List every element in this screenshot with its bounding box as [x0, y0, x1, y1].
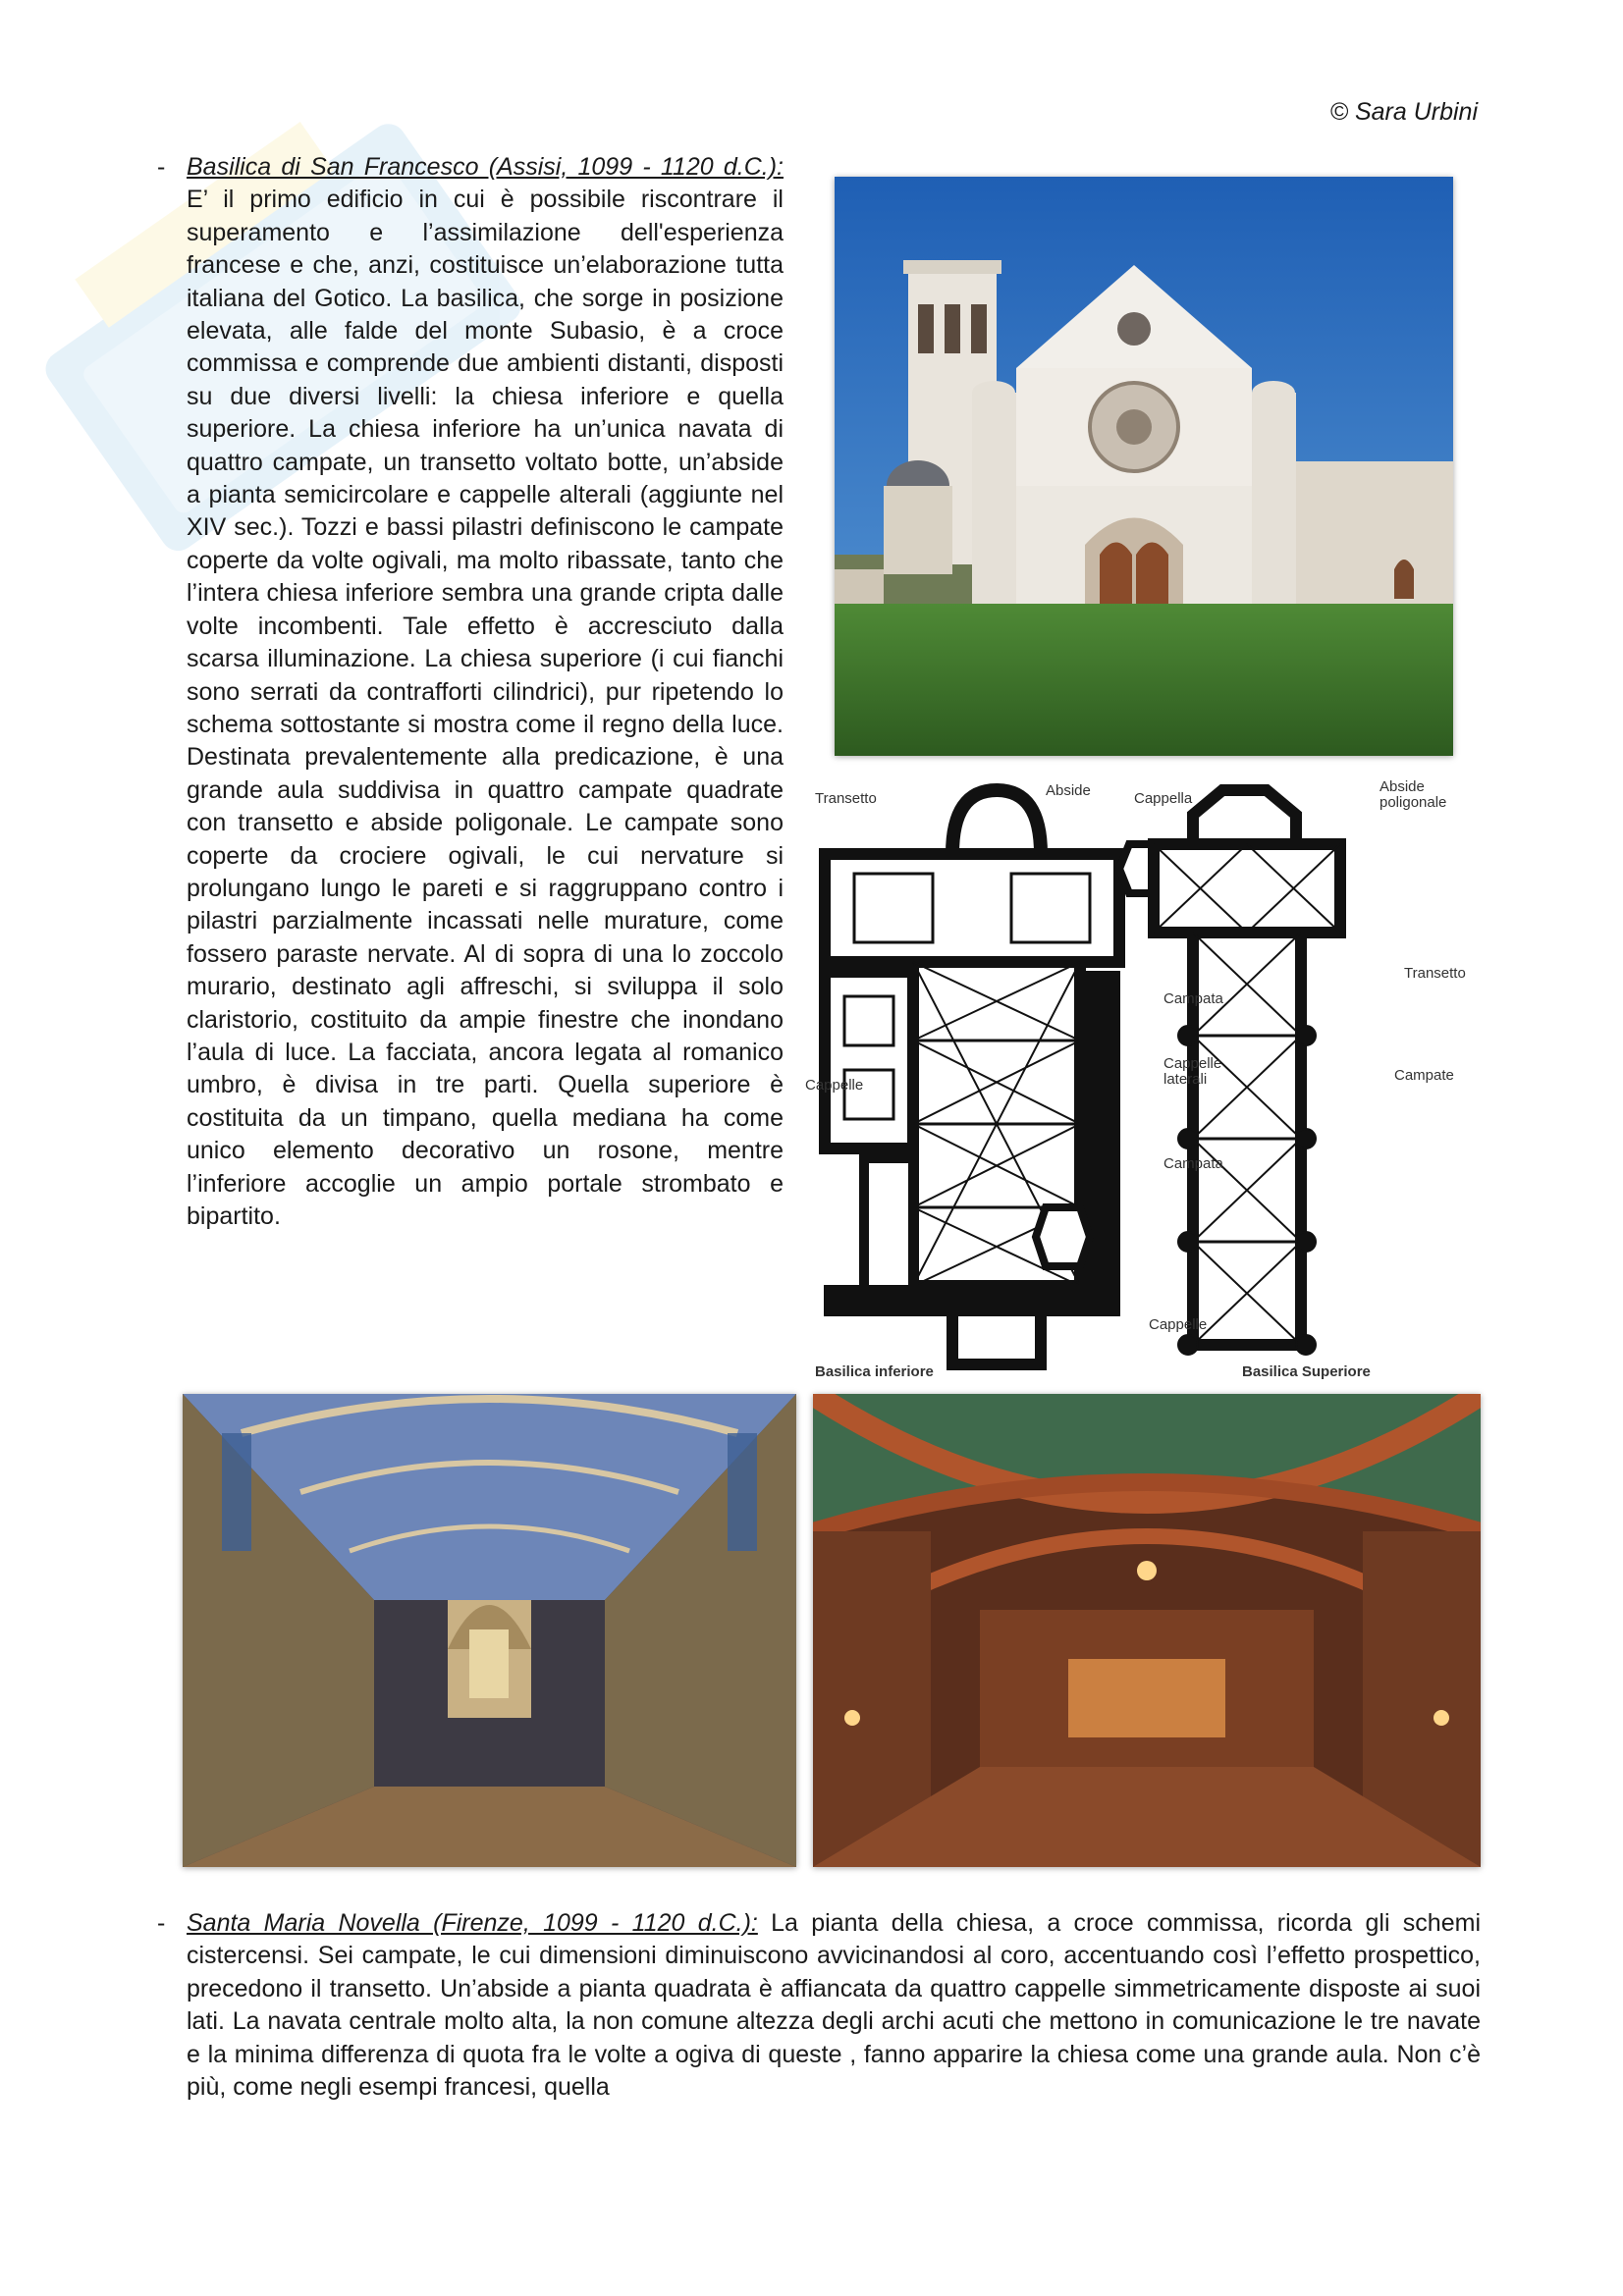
- bullet-dash: -: [157, 153, 166, 181]
- label-abside-poligonale-2: poligonale: [1380, 794, 1447, 811]
- label-cappella: Cappella: [1134, 790, 1193, 807]
- label-cappelle-left: Cappelle: [805, 1077, 864, 1094]
- label-transetto-right: Transetto: [1404, 965, 1466, 982]
- basilica-floor-plans: [805, 775, 1483, 1384]
- santa-maria-novella-description: La pianta della chiesa, a croce commissa, ricorda gli schemi cistercensi. Sei campate, le cui dimensioni diminuiscono avvicinandosi al coro, accentuando così l’effetto prospettico, precedono il transetto. Un’abside a pianta quadrata è affiancata da quattro cappelle simmetricamente disposte ai suoi lati. La navata centrale molto alta, la non comune altezza degli archi acuti che mettono in comunicazione le tre navate e la minima differenza di quota fra le volte a ogiva di queste , fanno apparire la chiesa come una grande aula. Non c’è più, come negli esempi francesi, quella: [187, 1909, 1481, 2102]
- bullet-dash: -: [157, 1909, 166, 1937]
- label-basilica-superiore: Basilica Superiore: [1242, 1363, 1371, 1380]
- label-cappelle-laterali-2: laterali: [1163, 1071, 1208, 1088]
- plan-inferiore: [825, 790, 1173, 1364]
- santa-maria-novella-title-link: Santa Maria Novella (Firenze, 1099 - 1120 d.C.):: [187, 1909, 758, 1937]
- label-cappelle-bottom: Cappelle: [1149, 1316, 1208, 1333]
- facade-photo: [835, 177, 1453, 756]
- label-campate: Campate: [1394, 1067, 1454, 1084]
- label-campata-2: Campata: [1163, 1155, 1223, 1172]
- upper-church-interior-photo: [183, 1394, 796, 1867]
- basilica-description: E’ il primo edificio in cui è possibile riscontrare il superamento e l’assimilazione dell'esperienza francese e che, anzi, costituisce un’elaborazione tutta italiana del Gotico. La basilica, che sorge in posizione elevata, alle falde del monte Subasio, è a croce commissa e comprende due ambienti distanti, disposti su due diversi livelli: la chiesa inferiore e quella superiore. La chiesa inferiore ha un’unica navata di quattro campate, un transetto voltato botte, un’abside a pianta semicircolare e cappelle alterali (aggiunte nel XIV sec.). Tozzi e bassi pilastri definiscono le campate coperte da volte ogivali, ma molto ribassate, tanto che l’intera chiesa inferiore sembra una grande cripta dalle volte incombenti. Tale effetto è accresciuto dalla scarsa illuminazione. La chiesa superiore (i cui fianchi sono serrati da contrafforti cilindrici), pur ripetendo lo schema sottostante si mostra come il regno della luce. Destinata prevalentemente alla predicazione, è una grande aula suddivisa in quattro campate quadrate con transetto e abside poligonale. Le campate sono coperte da crociere ogivali, le cui nervature si prolungano lungo le pareti e si raggruppano contro i pilastri parzialmente incassati nelle murature, come fossero paraste nervate. Al di sopra di una lo zoccolo murario, destinato agli affreschi, si sviluppa il solo claristorio, costituito da ampie finestre che inondano l’aula di luce. La facciata, ancora legata al romanico umbro, è divisa in tre parti. Quella superiore è costituita da un timpano, quella mediana ha come unico elemento decorativo un rosone, mentre l’inferiore accoglie un ampio portale strombato e bipartito.: [187, 186, 784, 1230]
- label-transetto-left: Transetto: [815, 790, 877, 807]
- author-credit: © Sara Urbini: [1329, 98, 1478, 126]
- basilica-title-link: Basilica di San Francesco (Assisi, 1099 - 1120 d.C.):: [187, 153, 784, 181]
- label-abside: Abside: [1046, 782, 1091, 799]
- label-cappelle-laterali-1: Cappelle: [1163, 1055, 1222, 1072]
- label-abside-poligonale-1: Abside: [1380, 778, 1425, 795]
- lower-church-interior-photo: [813, 1394, 1481, 1867]
- section-basilica-text: [187, 151, 784, 1233]
- label-basilica-inferiore: Basilica inferiore: [815, 1363, 934, 1380]
- label-campata-1: Campata: [1163, 990, 1223, 1007]
- section-santa-maria-novella-text: [187, 1907, 1481, 2104]
